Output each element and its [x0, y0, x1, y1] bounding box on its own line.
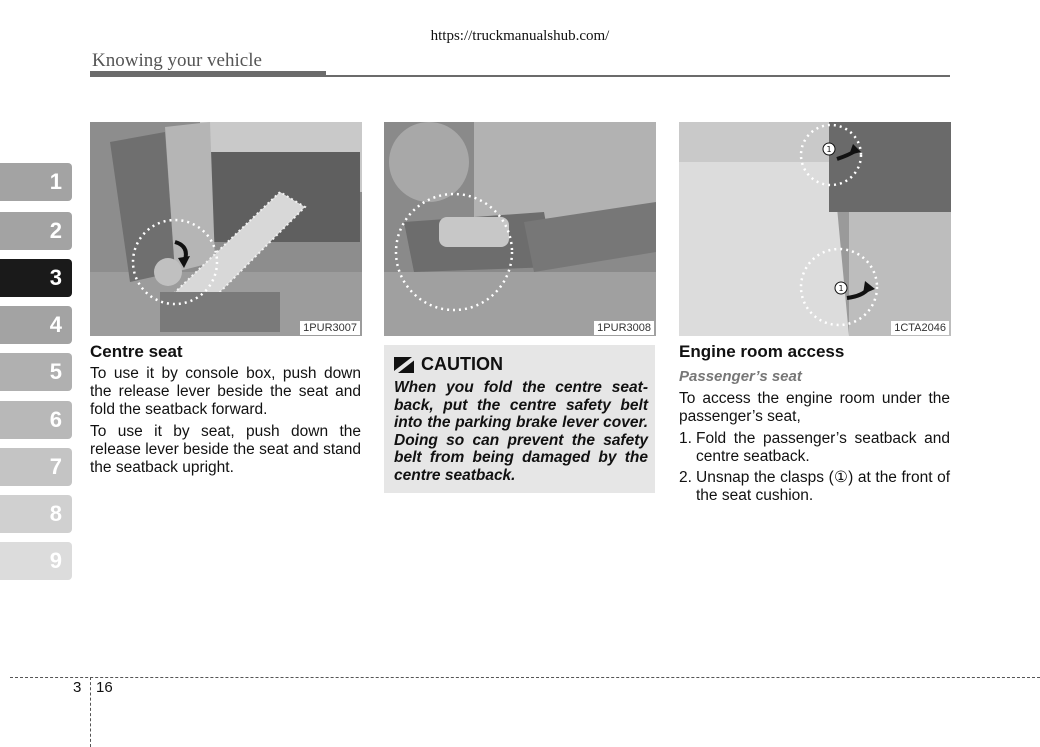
- chapter-tab-label: 8: [49, 501, 62, 526]
- footer-divider: [90, 677, 91, 747]
- footer-page-number: 16: [96, 679, 113, 696]
- list-item: [679, 469, 950, 505]
- caution-icon: [394, 357, 414, 373]
- chapter-tab-4[interactable]: [0, 306, 72, 344]
- source-url[interactable]: https://truckmanualshub.com/: [430, 28, 610, 44]
- engine-room-heading: Engine room access: [679, 342, 845, 361]
- caution-text: When you fold the centre seat-back, put the centre safety belt into the parking brake lever cover. Doing so can prevent the safety belt from being damaged by the centre seatback.: [394, 379, 648, 484]
- centre-seat-paragraph-2: To use it by seat, push down the release lever beside the seat and stand the seatback upright.: [90, 423, 361, 476]
- step-number: 2.: [679, 469, 692, 486]
- chapter-tab-3[interactable]: [0, 259, 72, 297]
- centre-seat-body: [90, 365, 361, 481]
- caution-header: [394, 354, 503, 375]
- passenger-seat-subheading: Passenger’s seat: [679, 368, 802, 385]
- photo-code: 1CTA2046: [891, 321, 949, 335]
- chapter-tab-label: 9: [49, 548, 62, 573]
- header-rule-thin: [326, 75, 950, 77]
- centre-seat-paragraph-1: To use it by console box, push down the release lever beside the seat and fold the seatback forward.: [90, 365, 361, 418]
- list-item: [679, 430, 950, 466]
- caution-box: [384, 345, 655, 493]
- svg-text:1: 1: [826, 145, 832, 154]
- photo-code: 1PUR3008: [594, 321, 654, 335]
- caution-title: CAUTION: [421, 354, 503, 374]
- chapter-tab-label: 6: [49, 407, 62, 432]
- chapter-tab-9[interactable]: [0, 542, 72, 580]
- section-title: Knowing your vehicle: [92, 50, 262, 71]
- header-rule-thick: [90, 71, 326, 77]
- footer-chapter-number: 3: [73, 679, 82, 696]
- step-number: 1.: [679, 430, 692, 447]
- svg-text:1: 1: [838, 284, 844, 293]
- chapter-tab-5[interactable]: [0, 353, 72, 391]
- chapter-tab-2[interactable]: [0, 212, 72, 250]
- chapter-tab-label: 1: [49, 169, 62, 194]
- chapter-tab-label: 5: [49, 359, 62, 384]
- step-text: Fold the passenger’s seatback and centre seatback.: [696, 430, 950, 465]
- chapter-tab-6[interactable]: [0, 401, 72, 439]
- passenger-seat-photo: [679, 122, 951, 336]
- centre-seat-photo: [90, 122, 362, 336]
- parking-brake-photo: [384, 122, 656, 336]
- footer-rule: [10, 677, 1040, 678]
- engine-room-intro: To access the engine room under the passenger’s seat,: [679, 390, 950, 425]
- chapter-tab-label: 7: [49, 454, 62, 479]
- chapter-tab-8[interactable]: [0, 495, 72, 533]
- photo-code: 1PUR3007: [300, 321, 360, 335]
- step-text: Unsnap the clasps (①) at the front of the seat cushion.: [696, 469, 950, 504]
- chapter-tab-label: 4: [49, 312, 62, 337]
- chapter-tab-7[interactable]: [0, 448, 72, 486]
- engine-room-steps: [679, 430, 950, 508]
- chapter-tab-1[interactable]: [0, 163, 72, 201]
- centre-seat-heading: Centre seat: [90, 342, 183, 361]
- chapter-tab-label: 3: [49, 265, 62, 290]
- chapter-tab-label: 2: [49, 218, 62, 243]
